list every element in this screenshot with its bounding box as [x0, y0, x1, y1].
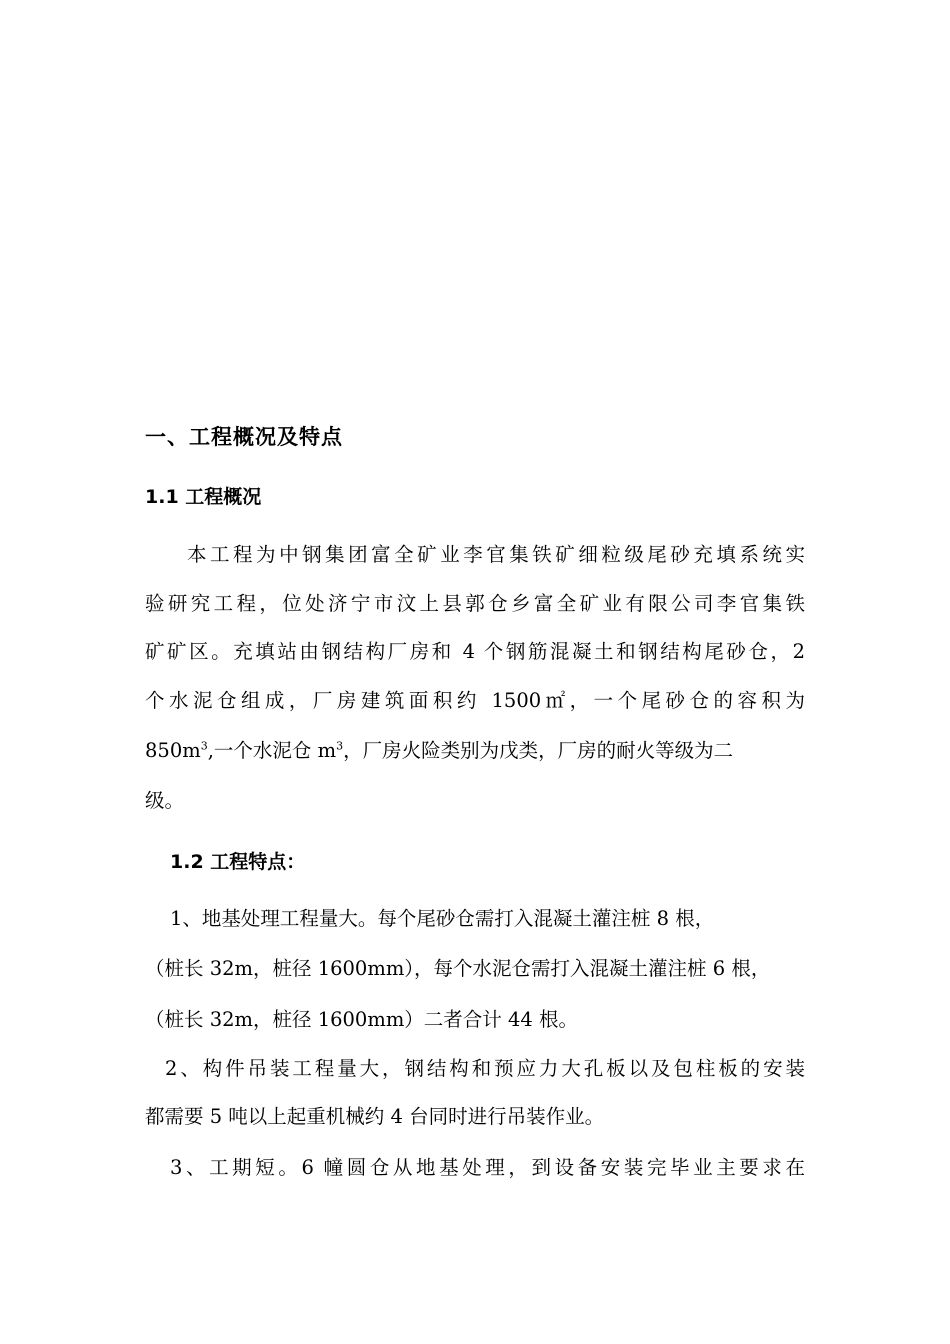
volume-text: 850m — [145, 739, 201, 762]
features-heading: 1.2 工程特点： — [170, 851, 306, 873]
overview-heading: 1.1 工程概况 — [145, 486, 262, 508]
cubic-superscript: 3 — [200, 739, 208, 753]
cement-silo-text: ,一个水泥仓 m — [207, 739, 337, 762]
feature-line-6: 3、工期短。6 幢圆仓从地基处理，到设备安装完毕业主要求在 — [170, 1156, 805, 1179]
overview-line-4: 个水泥仓组成，厂房建筑面积约 1500㎡，一个尾砂仓的容积为 — [145, 689, 805, 712]
cubic-superscript: 3 — [336, 739, 344, 753]
overview-line-2: 验研究工程，位处济宁市汶上县郭仓乡富全矿业有限公司李官集铁 — [145, 592, 805, 615]
overview-line-3: 矿矿区。充填站由钢结构厂房和 4 个钢筋混凝土和钢结构尾砂仓，2 — [145, 640, 805, 663]
fire-rating-text: ，厂房火险类别为戊类，厂房的耐火等级为二 — [343, 739, 734, 762]
overview-line-6: 级。 — [145, 789, 185, 812]
feature-line-1: 1、地基处理工程量大。每个尾砂仓需打入混凝土灌注桩 8 根， — [170, 907, 715, 930]
section-title: 一、工程概况及特点 — [145, 425, 343, 449]
feature-line-2: （桩长 32m，桩径 1600mm），每个水泥仓需打入混凝土灌注桩 6 根， — [145, 957, 771, 980]
feature-line-5: 都需要 5 吨以上起重机械约 4 台同时进行吊装作业。 — [145, 1105, 605, 1128]
feature-line-3: （桩长 32m，桩径 1600mm）二者合计 44 根。 — [145, 1008, 579, 1031]
feature-line-4: 2、构件吊装工程量大，钢结构和预应力大孔板以及包柱板的安装 — [165, 1057, 805, 1080]
overview-line-1: 本工程为中钢集团富全矿业李官集铁矿细粒级尾砂充填系统实 — [187, 543, 805, 566]
overview-line-5 — [145, 737, 733, 765]
